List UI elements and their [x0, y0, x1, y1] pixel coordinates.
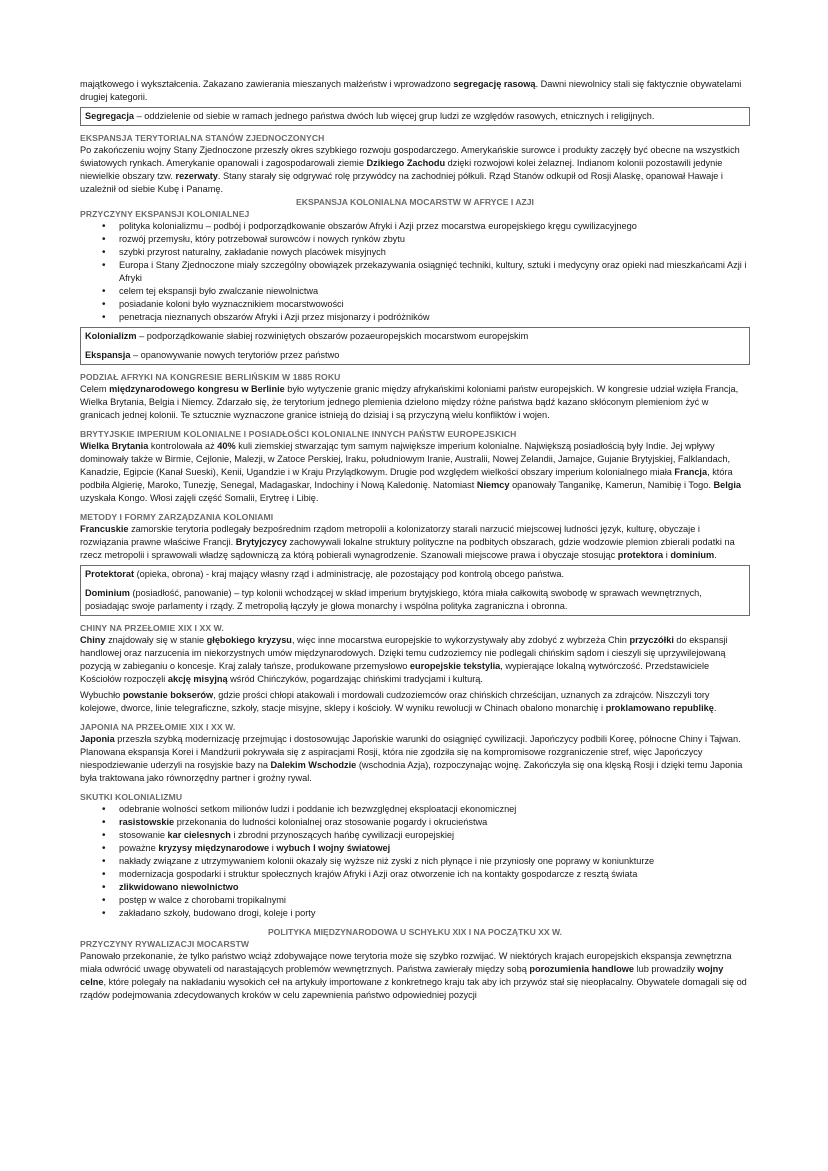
list-item	[80, 259, 750, 285]
text-run: lub prowadziły	[634, 964, 698, 974]
text-run: penetracja nieznanych obszarów Afryki i Azji przez misjonarzy i podróżników	[119, 312, 430, 322]
text-run: .	[714, 550, 717, 560]
text-run: opanowały Tanganikę, Kamerun, Namibię i Togo.	[509, 480, 714, 490]
text-run: wśród Chińczyków, pogardzając chińskimi tradycjami i kulturą.	[227, 674, 483, 684]
list-item	[80, 816, 750, 829]
list-item	[80, 246, 750, 259]
text-run: zakładano szkoły, budowano drogi, koleje i porty	[119, 908, 316, 918]
text-run: .	[713, 703, 717, 713]
kongres-paragraph	[80, 383, 750, 422]
chapter-title-afryka-azja: EKSPANSJA KOLONIALNA MOCARSTW W AFRYCE I AZJI	[296, 197, 534, 207]
document-page	[80, 78, 750, 1002]
text-run: stosowanie	[119, 830, 168, 840]
text-run: (posiadłość, panowanie) – typ kolonii wchodzącej w skład imperium brytyjskiego, która miała całkowitą swobodę w sprawach wewnętrznych, posiadając swoje parlamenty i rządy. Z metropolią łączyły je głowa monarchy i wspólna polityka zagraniczna i obronna.	[85, 588, 702, 611]
text-run: polityka kolonializmu – podbój i podporządkowanie obszarów Afryki i Azji przez mocarstwa europejskiego kręgu cywilizacyjnego	[119, 221, 637, 231]
skutki-list	[80, 803, 750, 920]
bold-term: przyczółki	[629, 635, 674, 645]
list-item	[80, 855, 750, 868]
bold-term: rezerwaty	[175, 171, 218, 181]
bold-term: europejskie tekstylia	[409, 661, 501, 671]
text-run: było wytyczenie granic między afrykańskimi koloniami państw europejskich. W kongresie udział wzięła Francja, Wielka Brytania, Belgia i Niemcy. Zdarzało się, że terytorium jednego plemienia dzielono między różne państwa bądź kazano skłóconym plemieniom żyć w granicach jednej kolonii. Te sztucznie wyznaczone granice istnieją do dzisiaj i są przyczyną wielu konfliktów i wojen.	[80, 384, 739, 420]
text-run: uzyskała Kongo. Włosi zajęli część Somalii, Erytreę i Libię.	[80, 493, 319, 503]
bold-term: wybuch I wojny światowej	[276, 843, 391, 853]
text-run: celem tej ekspansji było zwalczanie niewolnictwa	[119, 286, 319, 296]
bold-term: Kolonializm	[85, 331, 137, 341]
text-run: , wypierające lokalną wytwórczość. Przedstawiciele Kościołów rozpoczęli	[80, 661, 710, 684]
list-item	[80, 233, 750, 246]
text-run: Po zakończeniu wojny Stany Zjednoczone przeszły okres szybkiego rozwoju gospodarczego. Amerykańskie surowce i produkty zaczęły być obecne na wszystkich światowych rynkach. Amerykanie opanowali i zagospodarowali ziemie	[80, 145, 740, 168]
text-run: majątkowego i wykształcenia. Zakazano zawierania mieszanych małżeństw i wprowadzono	[80, 79, 454, 89]
bold-term: Niemcy	[476, 480, 510, 490]
text-run: kuli ziemskiej stwarzając tym samym największe imperium kolonialne. Największą posiadłością były Indie. Jej wpływy dominowały także w Birmie, Cejlonie, Malezji, w Zatoce Perskiej, Iraku, południowym Iranie, Australii, Nowej Zelandii, Jamajce, Gujanie Brytyjskiej, Falklandach, Kanadzie, Egipcie (Kanał Sueski), Kenii, Ugandzie i w Kraju Przylądkowym. Drugie pod względem wielkości obszary imperium kolonialnego miała	[80, 441, 731, 477]
text-run: zachowywali lokalne struktury polityczne na podbitych obszarach, gdzie wodzowie plemion zbierali podatki na rzecz metropolii i sprawowali władzę sądowniczą za którą pobierali wynagrodzenie. Szanowali miejscowe prawa i obyczaje stosując	[80, 537, 735, 560]
text-run: , więc inne mocarstwa europejskie to wykorzystywały aby zdobyć z wybrzeża Chin	[291, 635, 630, 645]
section-heading-rywalizacja: PRZYCZYNY RYWALIZACJI MOCARSTW	[80, 939, 250, 949]
text-run: , które polegały na nakładaniu wysokich ceł na artykuły importowane z konkretnego kraju tak aby ich przywóz stał się nieopłacalny. Obywatele domagali się od rządów podejmowania zdecydowanych kroków w celu zapewnienia państwo odpowiedniej pozycji	[80, 977, 747, 1000]
chapter-title-polityka: POLITYKA MIĘDZYNARODOWA U SCHYŁKU XIX I NA POCZĄTKU XX W.	[267, 927, 563, 937]
text-run: posiadanie koloni było wyznacznikiem mocarstwowości	[119, 299, 344, 309]
bold-term: Francja	[674, 467, 708, 477]
definition-kolonializm	[85, 330, 745, 343]
bold-term: dominium	[670, 550, 715, 560]
bold-term: międzynarodowego kongresu	[109, 384, 239, 394]
bold-term: rasistowskie	[119, 817, 175, 827]
bold-term: Segregacja	[85, 111, 135, 121]
section-heading-imperium: BRYTYJSKIE IMPERIUM KOLONIALNE I POSIADŁOŚCI KOLONIALNE INNYCH PAŃSTW EUROPEJSKICH	[80, 429, 517, 439]
text-run: przekonania do ludności kolonialnej oraz stosowanie pogardy i okrucieństwa	[174, 817, 488, 827]
metody-paragraph	[80, 523, 750, 562]
text-run: modernizacja gospodarki i struktur społecznych krajów Afryki i Azji oraz otworzenie ich na kontakty gospodarcze z resztą świata	[119, 869, 638, 879]
section-heading-ekspansja-usa: EKSPANSJA TERYTORIALNA STANÓW ZJEDNOCZONYCH	[80, 133, 325, 143]
text-run: do ekspansji handlowej oraz narzucenia im niekorzystnych umów międzynarodowych. Dzięki temu cudzoziemcy nie podlegali chińskim sądom i cieszyli się uprzywilejowaną pozycją w zabieganiu o koncesje. Kraj zalały tańsze, produkowane przemysłowo	[80, 635, 728, 671]
bold-term: Dominium	[85, 588, 130, 598]
text-run: szybki przyrost naturalny, zakładanie nowych placówek misyjnych	[119, 247, 386, 257]
bold-term: Dalekim Wschodzie	[270, 760, 357, 770]
text-run: Wybuchło	[80, 690, 123, 700]
bold-term: wojny celne	[80, 964, 724, 987]
japonia-paragraph	[80, 733, 750, 785]
bold-term: kar cielesnych	[167, 830, 231, 840]
text-run: Europa i Stany Zjednoczone miały szczególny obowiązek przekazywania osiągnięć techniki, kultury, sztuki i medycyny oraz opieki nad mieszkańcami Azji i Afryki	[119, 260, 747, 283]
definition-segregacja	[85, 110, 745, 123]
text-run: – oddzielenie od siebie w ramach jednego państwa dwóch lub więcej grup ludzi ze względów rasowych, etnicznych i religijnych.	[134, 111, 655, 121]
bold-term: segregację rasową	[453, 79, 536, 89]
chiny-paragraph-2	[80, 689, 750, 715]
list-item	[80, 829, 750, 842]
definition-box-kolonializm	[80, 327, 750, 365]
bold-term: Belgia	[713, 480, 742, 490]
bold-term: proklamowano republikę	[605, 703, 714, 713]
imperium-paragraph	[80, 440, 750, 505]
text-run: (wschodnia Azja), rozpoczynając wojnę. Zakończyła się ona klęską Rosji i dzięki temu Japonia była traktowana jako równorzędny partner i groźny rywal.	[80, 760, 743, 783]
bold-term: Francuskie	[80, 524, 129, 534]
text-run: i	[663, 550, 671, 560]
section-heading-przyczyny-ekspansji: PRZYCZYNY EKSPANSJI KOLONIALNEJ	[80, 209, 250, 219]
section-heading-japonia: JAPONIA NA PRZEŁOMIE XIX I XX W.	[80, 722, 236, 732]
bold-term: porozumienia handlowe	[529, 964, 635, 974]
list-item	[80, 868, 750, 881]
definition-box-segregacja	[80, 107, 750, 126]
text-run: , gdzie prości chłopi atakowali i mordowali cudzoziemców oraz chińskich chrześcijan, uznanych za zdrajców. Niszczyli tory kolejowe, dworce, linie telegraficzne, szkoły, stacje misyjne, sklepy i kościoły. W wyniku rewolucji w Chinach obalono monarchię i	[80, 690, 710, 713]
list-item	[80, 881, 750, 894]
list-item	[80, 907, 750, 920]
section-heading-chiny: CHINY NA PRZEŁOMIE XIX I XX W.	[80, 623, 224, 633]
bold-term: Protektorat	[85, 569, 135, 579]
bold-term: kryzysy międzynarodowe	[158, 843, 270, 853]
text-run: dzięki rozwojowi kolei żelaznej. Indianom kolonii pozostawili jedynie niewielkie obszary tzw.	[80, 158, 723, 181]
bold-term: Wielka Brytania	[80, 441, 149, 451]
section-heading-skutki: SKUTKI KOLONIALIZMU	[80, 792, 183, 802]
text-run: Panowało przekonanie, że tylko państwo wciąż zdobywające nowe terytoria może się szybko rozwijać. W niektórych krajach europejskich ekspansja zewnętrzna miała odwrócić uwagę obywateli od narastających problemów wewnętrznych. Państwa zawierały między sobą	[80, 951, 732, 974]
bold-term: akcję misyjną	[167, 674, 228, 684]
przyczyny-ekspansji-list	[80, 220, 750, 324]
text-run: – podporządkowanie słabiej rozwiniętych obszarów pozaeuropejskich mocarstwom europejskim	[136, 331, 529, 341]
bold-term: powstanie bokserów	[122, 690, 214, 700]
list-item	[80, 894, 750, 907]
chiny-paragraph-1	[80, 634, 750, 686]
intro-paragraph	[80, 78, 750, 104]
rywalizacja-paragraph	[80, 950, 750, 1002]
bold-term: 40%	[217, 441, 236, 451]
bold-term: zlikwidowano niewolnictwo	[119, 882, 239, 892]
text-run: , która podbiła Algierię, Maroko, Tunezję, Senegal, Madagaskar, Indochiny i Nową Kaledonię. Natomiast	[80, 467, 733, 490]
text-run: postęp w walce z chorobami tropikalnymi	[119, 895, 286, 905]
definition-dominium	[85, 587, 745, 613]
bold-term: protektora	[617, 550, 664, 560]
bold-term: Japonia	[80, 734, 115, 744]
text-run: (opieka, obrona) - kraj mający własny rząd i administrację, ale pozostający pod kontrolą obcego państwa.	[134, 569, 565, 579]
definition-ekspansja	[85, 349, 745, 362]
text-run: i	[269, 843, 277, 853]
list-item	[80, 220, 750, 233]
bold-term: Brytyjczycy	[235, 537, 287, 547]
list-item	[80, 298, 750, 311]
ekspansja-usa-paragraph	[80, 144, 750, 196]
list-item	[80, 842, 750, 855]
definition-protektorat	[85, 568, 745, 581]
list-item	[80, 803, 750, 816]
text-run: Celem	[80, 384, 110, 394]
bold-term: Dzikiego Zachodu	[366, 158, 446, 168]
text-run: poważne	[119, 843, 159, 853]
bold-term: głębokiego kryzysu	[206, 635, 292, 645]
text-run: – opanowywanie nowych terytoriów przez państwo	[130, 350, 340, 360]
bold-term: Ekspansja	[85, 350, 131, 360]
section-heading-metody: METODY I FORMY ZARZĄDZANIA KOLONIAMI	[80, 512, 274, 522]
list-item	[80, 311, 750, 324]
bold-term: Chiny	[80, 635, 106, 645]
bold-term: w Berlinie	[241, 384, 285, 394]
section-heading-kongres: PODZIAŁ AFRYKI NA KONGRESIE BERLIŃSKIM W 1885 ROKU	[80, 372, 341, 382]
text-run: nakłady związane z utrzymywaniem kolonii okazały się wyższe niż zyski z nich płynące i nie przyniosły one poprawy w koniunkturze	[119, 856, 655, 866]
text-run: przeszła szybką modernizację przejmując i dostosowując Japońskie warunki do osiągnięć cywilizacji. Japończycy podbili Koreę, północne Chiny i Tajwan. Planowana ekspansja Korei i Mandżurii pokrywała się z aspiracjami Rosji, która nie zgodziła się na kompromisowe rozgraniczenie stref, więc Japończycy niespodziewanie uderzyli na rosyjskie bazy na	[80, 734, 741, 770]
text-run: rozwój przemysłu, który potrzebował surowców i nowych rynków zbytu	[119, 234, 405, 244]
text-run: . Dawni niewolnicy stali się faktycznie obywatelami drugiej kategorii.	[80, 79, 742, 102]
text-run: odebranie wolności setkom milionów ludzi i poddanie ich bezwzględnej eksploatacji ekonomicznej	[119, 804, 517, 814]
text-run: znajdowały się w stanie	[105, 635, 207, 645]
text-run: zamorskie terytoria podlegały bezpośrednim rządom metropolii a kolonizatorzy starali narzucić miejscowej ludności język, kulturę, obyczaje i rozwiązania prawne właściwe Francji.	[80, 524, 700, 547]
list-item	[80, 285, 750, 298]
definition-box-protektorat	[80, 565, 750, 616]
text-run: . Stany starały się odgrywać rolę przywódcy na zachodniej półkuli. Rząd Stanów odkupił od Rosji Alaskę, opanował Hawaje i uzależnił od siebie Kubę i Panamę.	[80, 171, 723, 194]
text-run: kontrolowała aż	[148, 441, 218, 451]
text-run: i zbrodni przynoszących hańbę cywilizacji europejskiej	[230, 830, 455, 840]
